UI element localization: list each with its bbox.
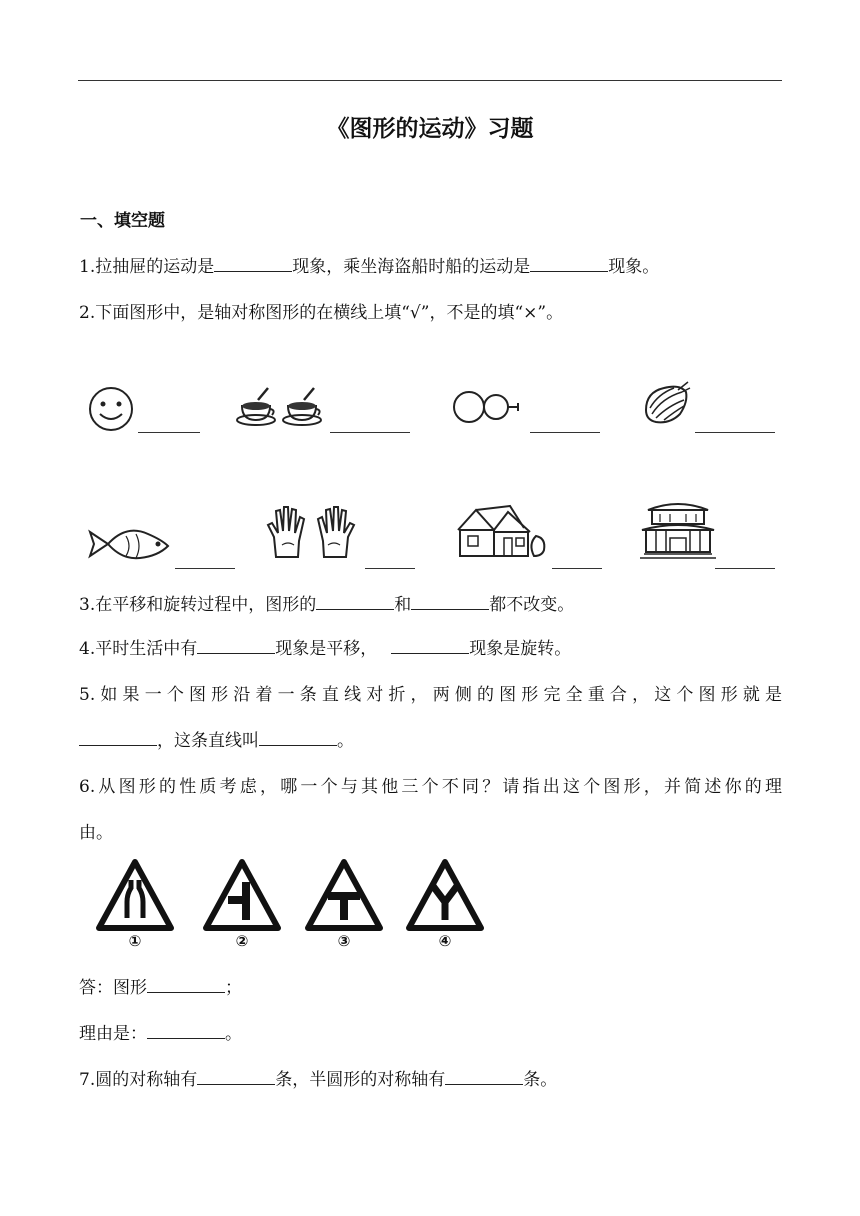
question-3: 3.在平移和旋转过程中，图形的 和 都不改变。 bbox=[79, 590, 574, 615]
answer-line[interactable] bbox=[530, 432, 600, 433]
house-icon bbox=[454, 500, 550, 562]
answer-line[interactable] bbox=[695, 432, 775, 433]
road-sign-narrowing-icon bbox=[95, 858, 175, 950]
answer-blank[interactable] bbox=[445, 1068, 523, 1085]
sign-label: ④ bbox=[438, 932, 452, 950]
question-number: 5. bbox=[79, 685, 96, 705]
question-number: 6. bbox=[79, 777, 96, 797]
answer-blank[interactable] bbox=[197, 637, 275, 654]
question-4: 4.平时生活中有 现象是平移， 现象是旋转。 bbox=[79, 634, 571, 659]
question-2: 2.下面图形中，是轴对称图形的在横线上填“√”，不是的填“×”。 bbox=[79, 303, 564, 323]
section-heading: 一、填空题 bbox=[80, 211, 165, 231]
hands-icon bbox=[266, 503, 356, 559]
fish-icon bbox=[86, 524, 172, 564]
answer-line[interactable] bbox=[715, 568, 775, 569]
answer-blank[interactable] bbox=[391, 637, 469, 654]
answer-line[interactable] bbox=[138, 432, 200, 433]
sign-label: ② bbox=[235, 932, 249, 950]
answer-blank[interactable] bbox=[214, 255, 292, 272]
answer-blank[interactable] bbox=[411, 593, 489, 610]
teacups-icon bbox=[234, 382, 326, 430]
answer-blank[interactable] bbox=[197, 1068, 275, 1085]
answer-blank[interactable] bbox=[530, 255, 608, 272]
seashell-icon bbox=[640, 380, 692, 428]
question-number: 2. bbox=[79, 303, 96, 323]
question-6-line-1: 6.从图形的性质考虑，哪一个与其他三个不同？请指出这个图形，并简述你的理 bbox=[79, 777, 782, 797]
answer-line[interactable] bbox=[552, 568, 602, 569]
header-rule bbox=[78, 80, 782, 81]
question-5-line-2: ，这条直线叫 。 bbox=[79, 726, 354, 751]
page-title: 《图形的运动》习题 bbox=[326, 116, 534, 142]
answer-line-2: 理由是： 。 bbox=[79, 1019, 242, 1044]
sign-label: ① bbox=[128, 932, 142, 950]
temple-icon bbox=[638, 496, 718, 562]
answer-blank[interactable] bbox=[147, 976, 225, 993]
answer-blank[interactable] bbox=[147, 1022, 225, 1039]
answer-blank[interactable] bbox=[79, 729, 157, 746]
question-number: 1. bbox=[79, 257, 96, 277]
answer-line-1: 答：图形 ； bbox=[79, 973, 242, 998]
road-sign-side-junction-icon bbox=[202, 858, 282, 950]
sign-label: ③ bbox=[337, 932, 351, 950]
question-number: 4. bbox=[79, 639, 96, 659]
question-number: 3. bbox=[79, 595, 96, 615]
answer-line[interactable] bbox=[365, 568, 415, 569]
answer-blank[interactable] bbox=[259, 729, 337, 746]
question-1: 1.拉抽屉的运动是 现象，乘坐海盗船时船的运动是 现象。 bbox=[79, 252, 659, 277]
question-7: 7.圆的对称轴有 条，半圆形的对称轴有 条。 bbox=[79, 1065, 557, 1090]
question-5-line-1: 5.如果一个图形沿着一条直线对折，两侧的图形完全重合，这个图形就是 bbox=[79, 685, 782, 705]
road-sign-t-junction-icon bbox=[304, 858, 384, 950]
answer-line[interactable] bbox=[175, 568, 235, 569]
road-sign-y-junction-icon bbox=[405, 858, 485, 950]
answer-blank[interactable] bbox=[316, 593, 394, 610]
question-6-line-2: 由。 bbox=[79, 823, 113, 843]
question-number: 7. bbox=[79, 1070, 96, 1090]
smiley-face-icon bbox=[84, 386, 138, 432]
answer-line[interactable] bbox=[330, 432, 410, 433]
gourd-icon bbox=[452, 387, 522, 427]
